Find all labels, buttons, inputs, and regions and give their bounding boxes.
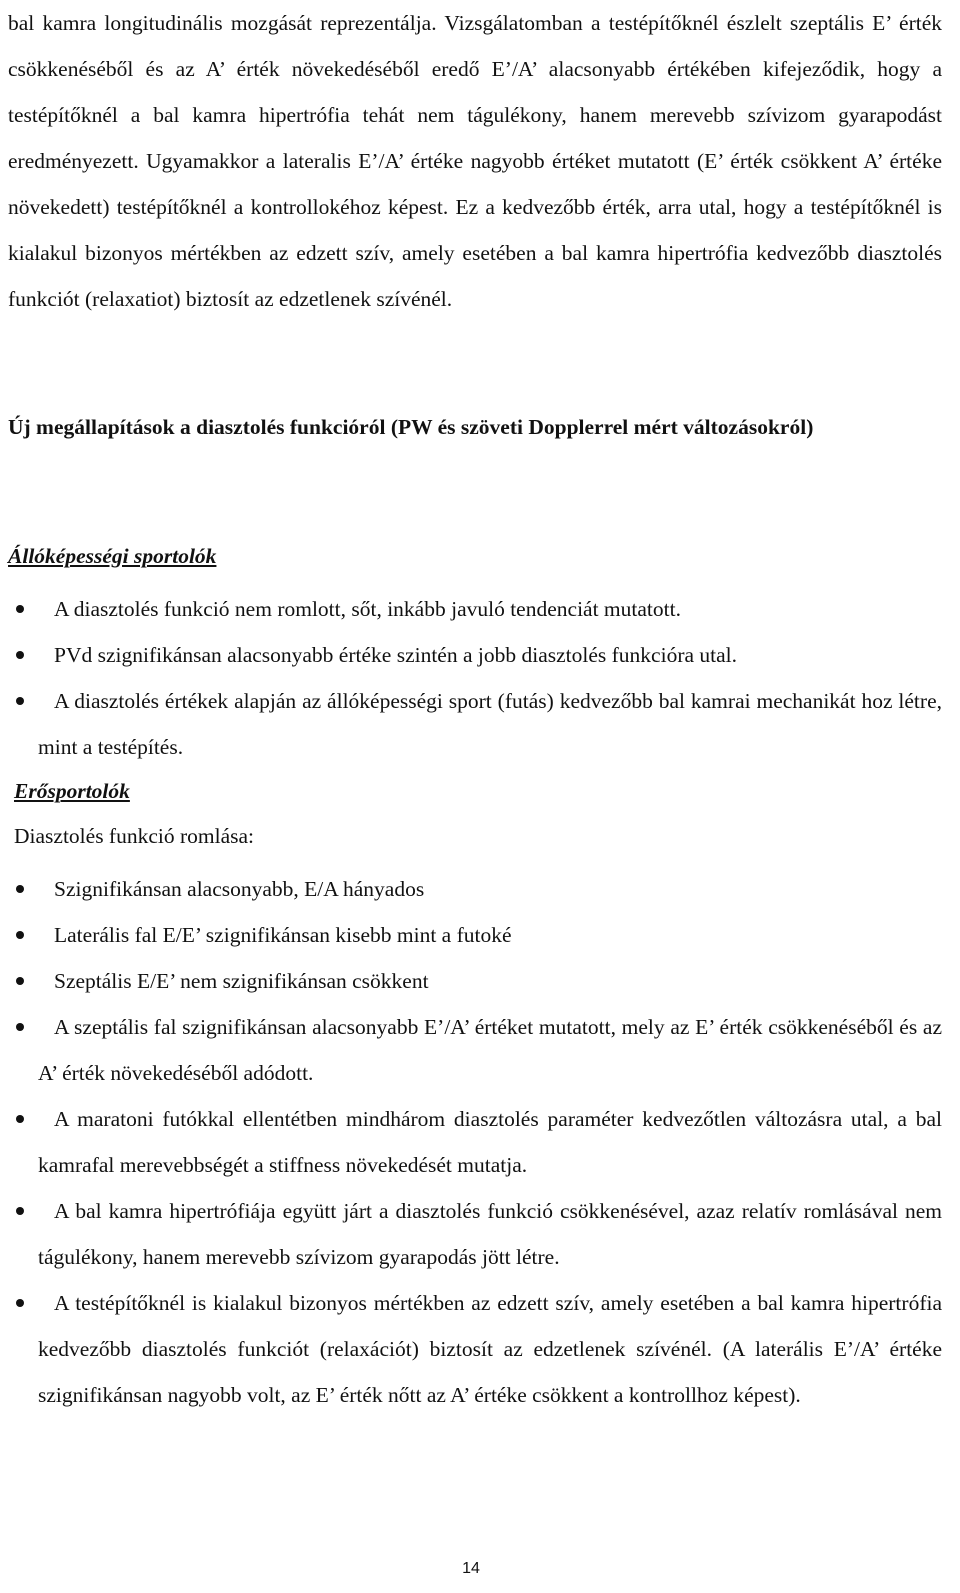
list-item [0,912,942,958]
intro-paragraph: bal kamra longitudinális mozgását reprezentálja. Vizsgálatomban a testépítőknél észlelt szeptális E’ érték csökkenéséből és az A’ érték növekedéséből eredő E’/A’ alacsonyabb értékében kifejeződik, hogy a testépítőknél a bal kamra hipertrófia tehát nem tágulékony, hanem merevebb szívizom gyarapodást eredményezett. Ugyamakkor a lateralis E’/A’ értéke nagyobb értéket mutatott (E’ érték csökkent A’ értéke növekedett) testépítőknél a kontrollokéhoz képest. Ez a kedvezőbb érték, arra utal, hogy a testépítőknél is kialakul bizonyos mértékben az edzett szív, amely esetében a bal kamra hipertrófia kedvezőbb diasztolés funkciót (relaxatiot) biztosít az edzetlenek szívénél. [8,11,942,311]
strength-intro: Diasztolés funkció romlása: [14,824,255,848]
strength-list [0,866,942,1418]
bullet-icon [16,1115,24,1123]
bullet-icon [16,697,24,705]
bullet-icon [16,885,24,893]
bullet-icon [16,605,24,613]
list-item-text: A testépítőknél is kialakul bizonyos mértékben az edzett szív, amely esetében a bal kamra hipertrófia kedvezőbb diasztolés funkciót (relaxációt) biztosít az edzetlenek szívénél. (A laterális E’/A’ értéke szignifikánsan nagyobb volt, az E’ érték nőtt az A’ értéke csökkent a kontrollhoz képest). [38,1291,942,1407]
list-item-text: A bal kamra hipertrófiája együtt járt a diasztolés funkció csökkenésével, azaz relatív romlásával nem tágulékony, hanem merevebb szívizom gyarapodás jött létre. [38,1199,942,1269]
strength-subheading: Erősportolók [14,779,130,803]
list-item [0,1096,942,1188]
list-item [0,1280,942,1418]
list-item-text: Laterális fal E/E’ szignifikánsan kisebb mint a futoké [54,923,512,947]
list-item [0,958,942,1004]
list-item [0,678,942,770]
list-item-text: A maratoni futókkal ellentétben mindhárom diasztolés paraméter kedvezőtlen változásra utal, a bal kamrafal merevebbségét a stiffness növekedését mutatja. [38,1107,942,1177]
list-item-text: A diasztolés értékek alapján az állóképességi sport (futás) kedvezőbb bal kamrai mechanikát hoz létre, mint a testépítés. [38,689,942,759]
list-item [0,586,942,632]
list-item [0,1188,942,1280]
list-item [0,1004,942,1096]
list-item-text: A szeptális fal szignifikánsan alacsonyabb E’/A’ értéket mutatott, mely az E’ érték csökkenéséből és az A’ érték növekedéséből adódott. [38,1015,942,1085]
list-item-text: PVd szignifikánsan alacsonyabb értéke szintén a jobb diasztolés funkcióra utal. [54,643,738,667]
list-item-text: Szignifikánsan alacsonyabb, E/A hányados [54,877,425,901]
endurance-list [0,586,942,770]
list-item-text: A diasztolés funkció nem romlott, sőt, inkább javuló tendenciát mutatott. [54,597,681,621]
bullet-icon [16,651,24,659]
list-item-text: Szeptális E/E’ nem szignifikánsan csökkent [54,969,429,993]
list-item [0,866,942,912]
section-heading: Új megállapítások a diasztolés funkcióról (PW és szöveti Dopplerrel mért változásokról) [8,415,814,439]
endurance-subheading: Állóképességi sportolók [8,544,217,568]
bullet-icon [16,931,24,939]
bullet-icon [16,977,24,985]
bullet-icon [16,1023,24,1031]
list-item [0,632,942,678]
page-number: 14 [462,1560,480,1577]
bullet-icon [16,1207,24,1215]
bullet-icon [16,1299,24,1307]
